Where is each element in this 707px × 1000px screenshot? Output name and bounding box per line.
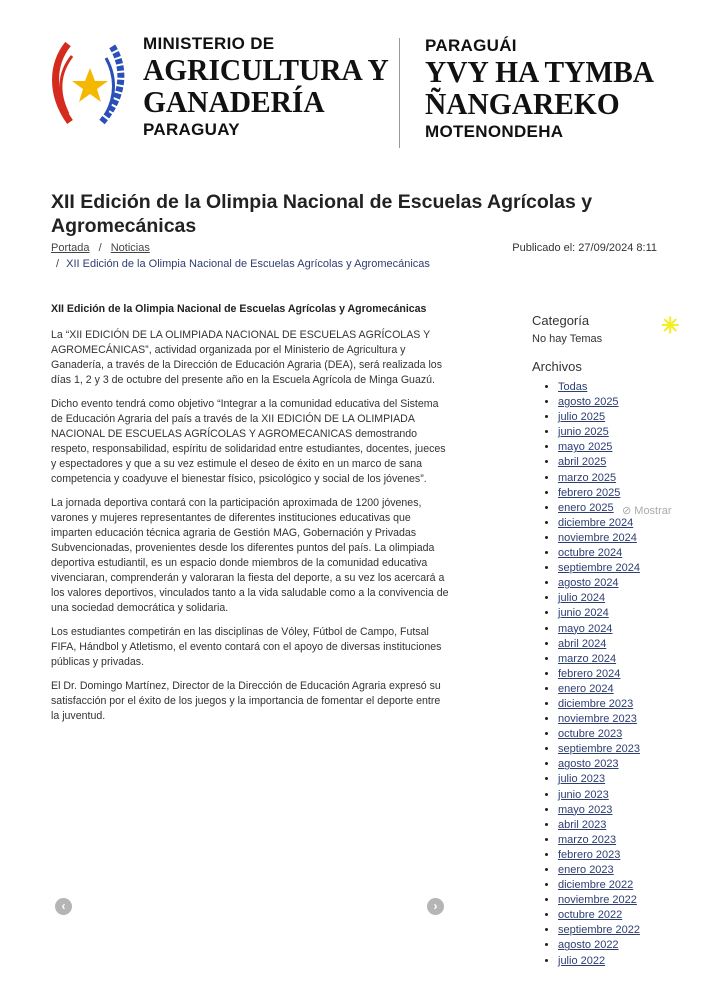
archive-link[interactable]: octubre 2023 [558, 728, 623, 741]
chevron-left-icon: ‹ [61, 899, 66, 913]
breadcrumb-article[interactable]: XII Edición de la Olimpia Nacional de Escuelas Agrícolas y Agromecánicas [66, 258, 430, 270]
archive-item [558, 652, 692, 667]
archive-link[interactable]: febrero 2025 [558, 486, 621, 499]
archive-item [558, 893, 692, 908]
archive-item [558, 576, 692, 591]
archive-link[interactable]: junio 2023 [558, 788, 609, 801]
paragraph: Los estudiantes competirán en las disciplinas de Vóley, Fútbol de Campo, Futsal FIFA, Hándbol y Atletismo, el evento contará con el apoyo de diversas instituciones públicas y privadas. [51, 626, 442, 668]
archive-item [558, 742, 692, 757]
archive-item [558, 425, 692, 440]
archive-item [558, 606, 692, 621]
archive-item [558, 531, 692, 546]
article-body [51, 302, 451, 733]
archive-link[interactable]: noviembre 2022 [558, 894, 637, 907]
archive-item [558, 757, 692, 772]
archive-item [558, 863, 692, 878]
archive-item [558, 637, 692, 652]
archive-item [558, 410, 692, 425]
archive-item [558, 561, 692, 576]
archive-item [558, 395, 692, 410]
paragraph: La “XII EDICIÓN DE LA OLIMPIADA NACIONAL DE ESCUELAS AGRÍCOLAS Y AGROMECÁNICAS”, actividad organizada por el Ministerio de Agricultura y Ganadería, a través de la Dirección de Educación Agraria (DEA), será realizada los días 1, 2 y 3 de octubre del presente año en la Escuela Agrícola de Minga Guazú. [51, 329, 442, 386]
archive-link[interactable]: julio 2023 [558, 773, 606, 786]
archive-item [558, 455, 692, 470]
archive-link[interactable]: abril 2025 [558, 456, 607, 469]
eye-slash-icon: ⊘ [622, 505, 632, 517]
archive-link[interactable]: octubre 2022 [558, 909, 623, 922]
archive-link[interactable]: julio 2024 [558, 592, 606, 605]
sidebar [532, 313, 692, 969]
chevron-right-icon: › [433, 899, 438, 913]
archive-link[interactable]: enero 2024 [558, 682, 614, 695]
prev-arrow-button[interactable] [55, 898, 72, 915]
archive-link[interactable]: enero 2025 [558, 501, 614, 514]
breadcrumb-portada[interactable]: Portada [51, 242, 90, 254]
archive-item [558, 727, 692, 742]
archive-item [558, 440, 692, 455]
paragraph: Dicho evento tendrá como objetivo “Integrar a la comunidad educativa del Sistema de Educación Agraria del país a través de la XII EDICIÓN DE LA OLIMPIADA NACIONAL DE ESCUELAS AGRÍCOLAS Y AGROMECANICAS demostrando respeto, responsabilidad, espíritu de solidaridad entre estudiantes, docentes, jueces y espectadores y que a su vez estimule el deseo de éxito en un marco de sana competencia y coadyuve el bienestar físico, psicológico y social de los jóvenes”. [51, 398, 446, 485]
archive-item [558, 667, 692, 682]
archive-item [558, 591, 692, 606]
archive-item [558, 471, 692, 486]
archive-link[interactable]: noviembre 2024 [558, 531, 637, 544]
archive-link[interactable]: septiembre 2023 [558, 743, 640, 756]
article-heading: XII Edición de la Olimpia Nacional de Escuelas Agrícolas y Agromecánicas [51, 303, 427, 315]
show-button[interactable]: ⊘ Mostrar [622, 505, 672, 517]
archive-item [558, 818, 692, 833]
archive-item [558, 954, 692, 969]
ministry-name-guarani: PARAGUÁI YVY HA TYMBA ÑANGAREKO MOTENONDEHA [425, 36, 655, 141]
archive-item [558, 697, 692, 712]
archive-item [558, 923, 692, 938]
archive-link[interactable]: octubre 2024 [558, 547, 623, 560]
archive-link[interactable]: agosto 2023 [558, 758, 619, 771]
archive-item [558, 380, 692, 395]
archive-item [558, 516, 692, 531]
archive-item [558, 938, 692, 953]
archive-item [558, 486, 692, 501]
archive-link[interactable]: noviembre 2023 [558, 713, 637, 726]
page-title: XII Edición de la Olimpia Nacional de Escuelas Agrícolas y Agromecánicas [51, 191, 593, 237]
archive-link[interactable]: diciembre 2023 [558, 697, 634, 710]
breadcrumb-current: / XII Edición de la Olimpia Nacional de Escuelas Agrícolas y Agromecánicas [56, 258, 430, 270]
archive-link[interactable]: diciembre 2022 [558, 879, 634, 892]
archive-item [558, 788, 692, 803]
archive-link[interactable]: julio 2022 [558, 954, 606, 967]
archive-item [558, 803, 692, 818]
archive-link[interactable]: Todas [558, 381, 588, 393]
archive-item [558, 908, 692, 923]
paragraph: La jornada deportiva contará con la participación aproximada de 1200 jóvenes, varones y mujeres representantes de diferentes instituciones educativas que imparten educación técnica agraria de Gestión MAG, Gobernación y Privadas Subvencionadas, provenientes desde los diferentes puntos del país. La olimpiada deportiva estudiantil, es un espacio donde miembros de la comunidad educativa vivenciaran, comprenderán y valoraran la fiesta del deporte, a su vez los acercará a los valores deportivos, vinculados tanto a la vida saludable como a la convivencia de una sociedad democrática y solidaria. [51, 497, 449, 614]
loading-spinner-icon: ✳ [661, 313, 680, 338]
archive-item [558, 878, 692, 893]
archive-item [558, 682, 692, 697]
paragraph: El Dr. Domingo Martínez, Director de la Dirección de Educación Agraria expresó su satisfacción por el éxito de los juegos y la importancia de fomentar el deporte entre la juventud. [51, 680, 441, 722]
breadcrumb: Portada / Noticias [51, 242, 150, 254]
archive-link[interactable]: agosto 2022 [558, 939, 619, 952]
category-title: Categoría [532, 313, 590, 328]
archive-link[interactable]: marzo 2023 [558, 833, 617, 846]
archive-link[interactable]: febrero 2024 [558, 667, 621, 680]
archive-link[interactable]: agosto 2025 [558, 396, 619, 409]
archive-link[interactable]: diciembre 2024 [558, 516, 634, 529]
archive-item [558, 622, 692, 637]
archive-link[interactable]: enero 2023 [558, 864, 614, 876]
archive-link[interactable]: junio 2024 [558, 607, 609, 620]
archive-item [558, 546, 692, 561]
ministry-name: MINISTERIO DE AGRICULTURA Y GANADERÍA PARAGUAY [143, 34, 389, 139]
archive-link[interactable]: marzo 2025 [558, 471, 617, 484]
breadcrumb-noticias[interactable]: Noticias [110, 242, 150, 254]
archive-link[interactable]: agosto 2024 [558, 577, 619, 590]
archive-item [558, 712, 692, 727]
archive-item [558, 833, 692, 848]
ministry-logo[interactable] [50, 34, 130, 131]
published-date: Publicado el: 27/09/2024 8:11 [512, 242, 657, 254]
next-arrow-button[interactable] [427, 898, 444, 915]
archive-link[interactable]: mayo 2023 [558, 803, 613, 816]
archive-link[interactable]: abril 2024 [558, 637, 607, 650]
archive-link[interactable]: abril 2023 [558, 818, 607, 831]
logo-divider [399, 38, 400, 148]
archive-item [558, 772, 692, 787]
archive-link[interactable]: julio 2025 [558, 411, 606, 424]
archive-link[interactable]: junio 2025 [558, 426, 609, 439]
archive-link[interactable]: febrero 2023 [558, 848, 621, 861]
archive-link[interactable]: septiembre 2024 [558, 562, 640, 575]
archives-list [532, 380, 692, 969]
category-empty: No hay Temas [532, 333, 603, 345]
archive-link[interactable]: mayo 2025 [558, 441, 613, 454]
archive-item [558, 848, 692, 863]
archives-title: Archivos [532, 359, 582, 374]
archive-link[interactable]: marzo 2024 [558, 652, 617, 665]
archive-link[interactable]: septiembre 2022 [558, 924, 640, 937]
coat-of-arms-icon [50, 34, 130, 126]
archive-link[interactable]: mayo 2024 [558, 622, 613, 635]
